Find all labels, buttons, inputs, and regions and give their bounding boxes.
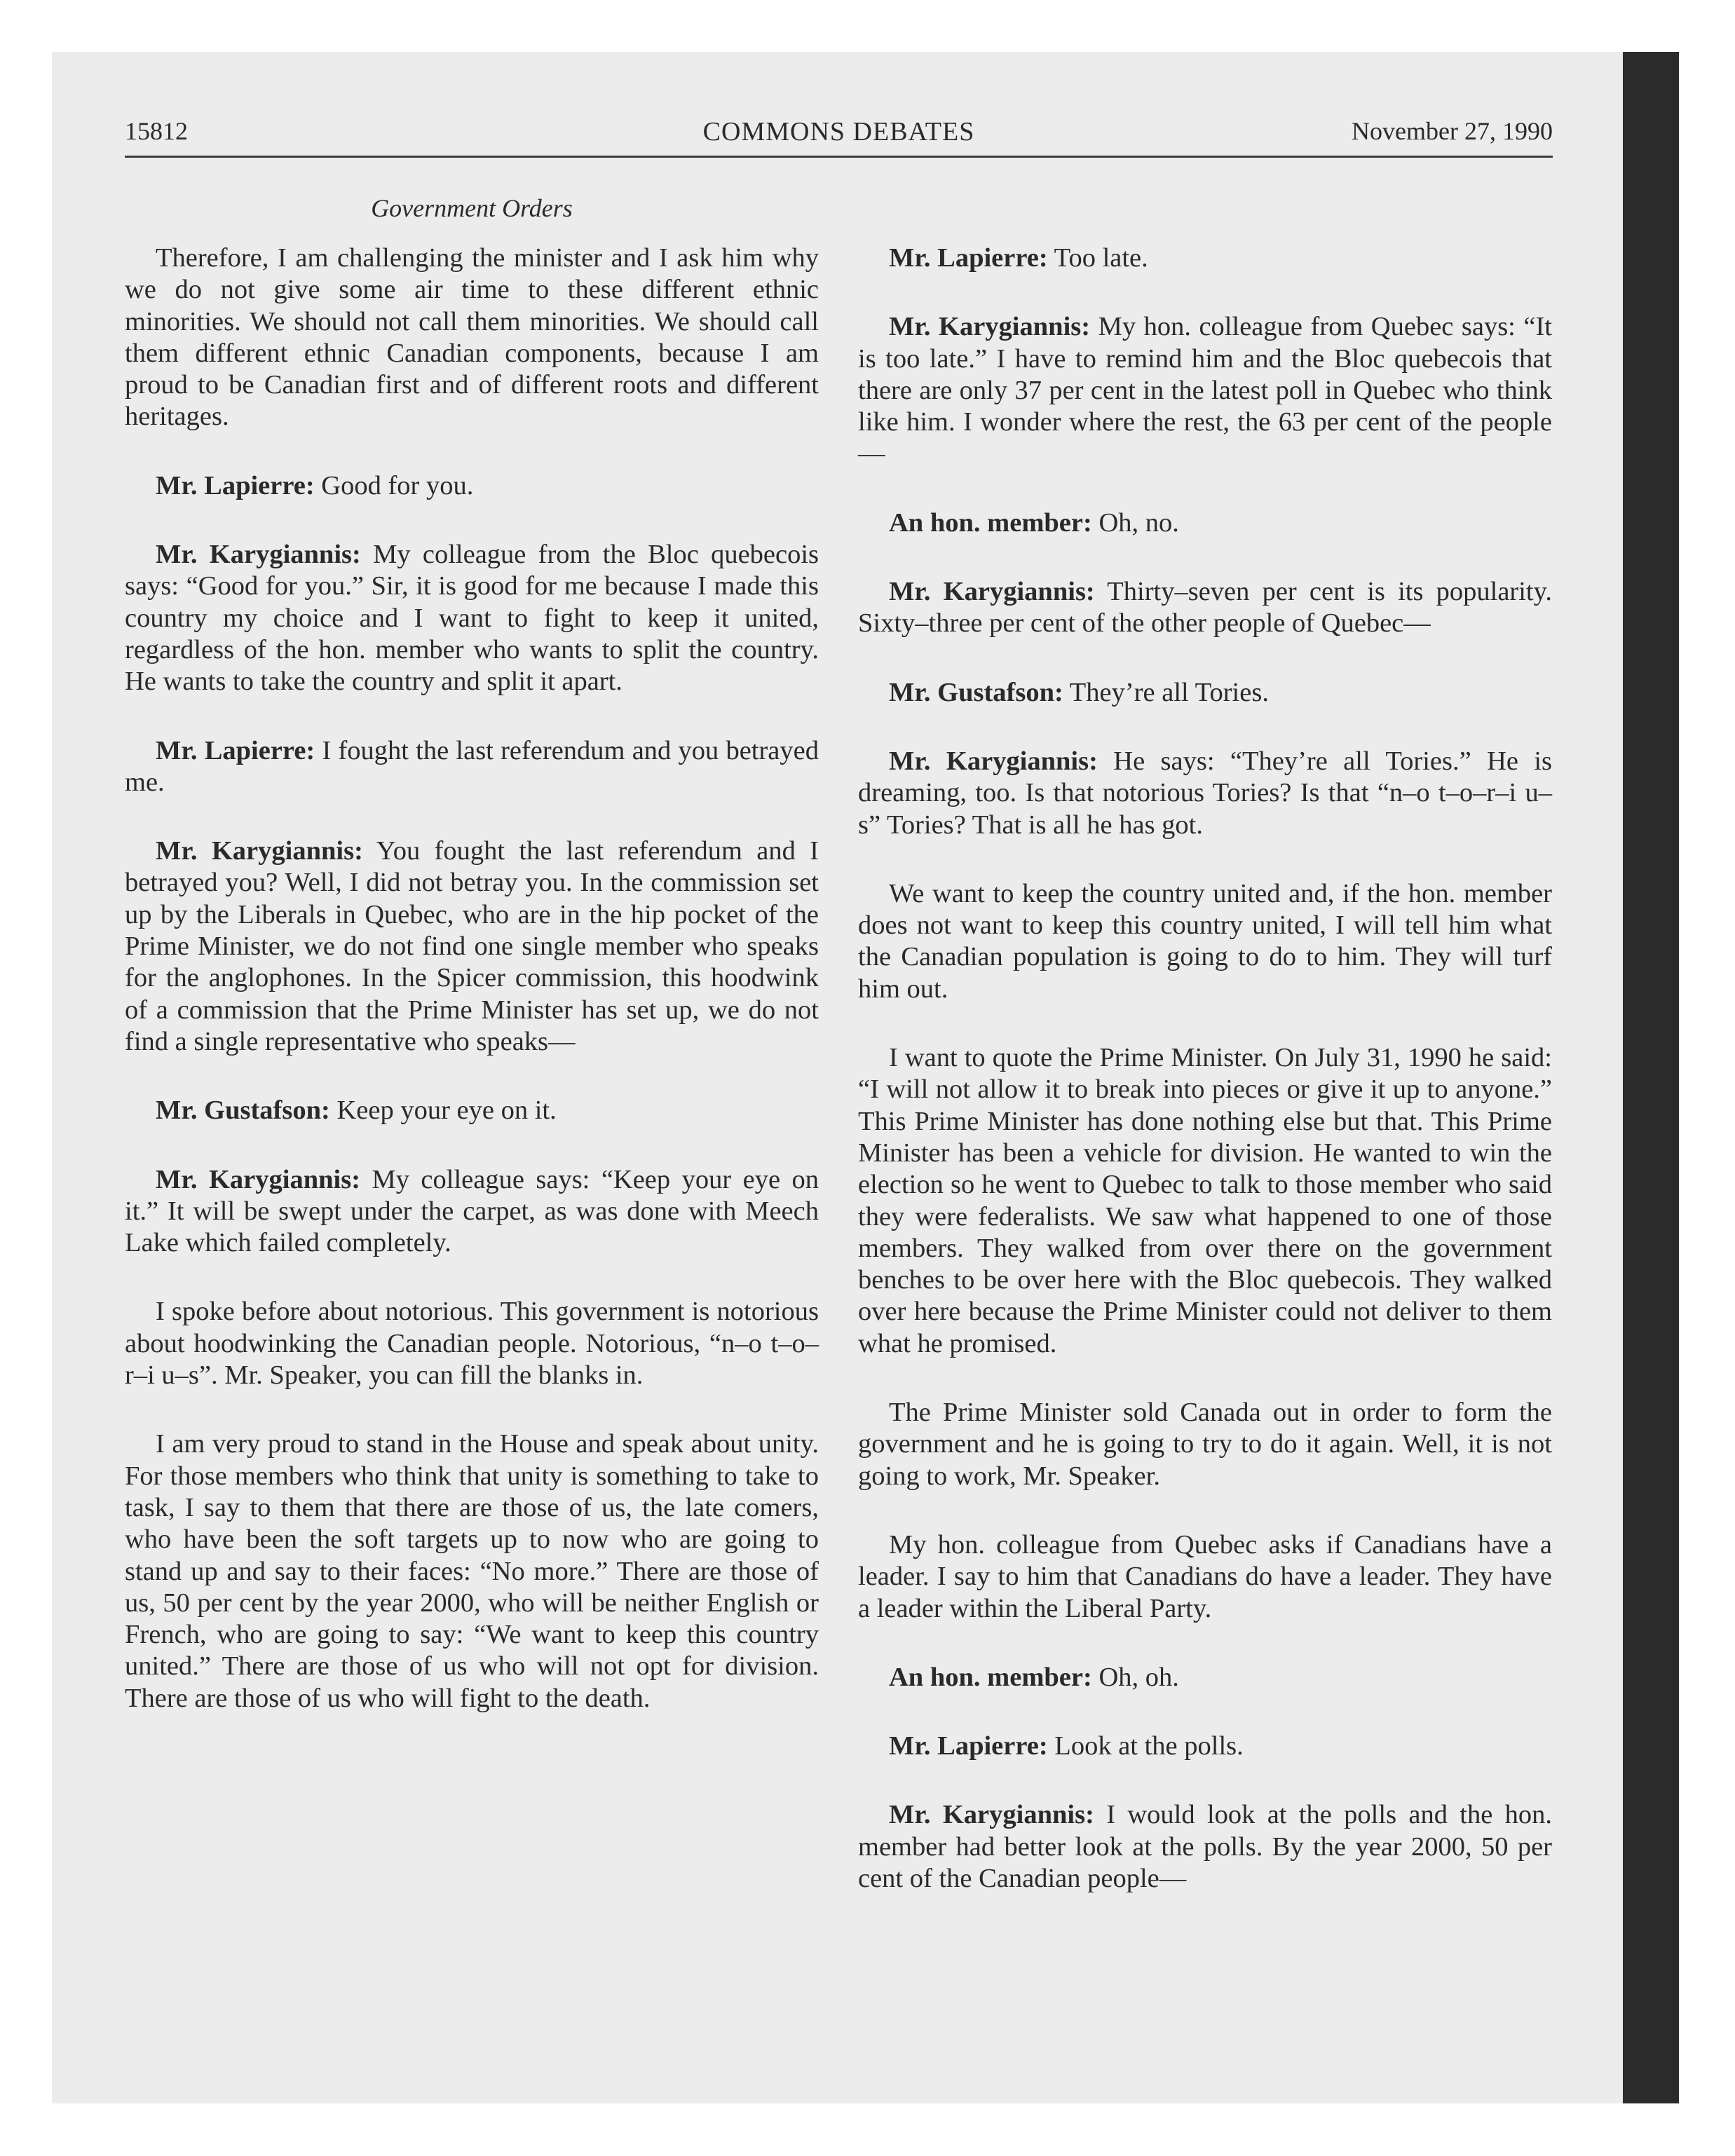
- paragraph-text: Oh, oh.: [1098, 1662, 1179, 1692]
- paragraph-text: My colleague from the Bloc quebecois says: “Good for you.” Sir, it is good for me because I made this country my choice and I want to fight to keep it united, regardless of the hon. member who wants to split the country. He wants to take the country and split it apart.: [125, 540, 819, 697]
- paragraph: [858, 1662, 1552, 1693]
- header-rule: [125, 156, 1553, 158]
- paragraph: [125, 1428, 819, 1714]
- speaker-name: Mr. Karygiannis:: [889, 746, 1098, 776]
- paragraph: [858, 243, 1552, 274]
- speaker-name: Mr. Lapierre:: [889, 243, 1048, 273]
- paragraph: [125, 1164, 819, 1260]
- speaker-name: Mr. Gustafson:: [889, 677, 1063, 707]
- paragraph-text: The Prime Minister sold Canada out in order to form the government and he is going to try to do it again. Well, it is not going to work, Mr. Speaker.: [858, 1398, 1552, 1491]
- speaker-name: Mr. Karygiannis:: [156, 540, 361, 570]
- paragraph-text: I would look at the polls and the hon. member had better look at the polls. By the year 2000, 50 per cent of the Canadian people—: [858, 1800, 1553, 1893]
- paragraph-text: My colleague says: “Keep your eye on it.” It will be swept under the carpet, as was done with Meech Lake which failed completely.: [125, 1164, 819, 1258]
- paragraph-text: I want to quote the Prime Minister. On July 31, 1990 he said: “I will not allow it to break into pieces or give it up to anyone.” This Prime Minister has done nothing else but that. This Prime Minister has been a vehicle for division. He wanted to win the election so he went to Quebec to talk to those member who said they were federalists. We saw what happened to one of those members. They walked from over there on the government benches to be over here with the Bloc quebecois. They walked over here because the Prime Minister could not deliver to them what he promised.: [858, 1043, 1552, 1358]
- paragraph: [858, 1397, 1552, 1492]
- paragraph: [125, 243, 819, 433]
- paragraph: [858, 507, 1552, 539]
- speaker-name: Mr. Karygiannis:: [889, 577, 1095, 607]
- speaker-name: Mr. Karygiannis:: [889, 1800, 1094, 1830]
- paragraph-text: We want to keep the country united and, if the hon. member does not want to keep this country united, I will tell him what the Canadian population is going to do to him. They will turf him out.: [858, 878, 1552, 1004]
- paragraph-text: My hon. colleague from Quebec says: “It is too late.” I have to remind him and the Bloc quebecois that there are only 37 per cent in the latest poll in Quebec who think like him. I wonder where the rest, the 63 per cent of the people—: [858, 312, 1552, 469]
- paragraph: [858, 311, 1552, 470]
- paragraph: [125, 735, 819, 799]
- paragraph-text: I am very proud to stand in the House and speak about unity. For those members who think that unity is something to take to task, I say to them that there are those of us, the late comers, who have been the soft targets up to now who are going to stand up and say to their faces: “No more.” There are those of us, 50 per cent by the year 2000, who will be neither English or French, who are going to say: “We want to keep this country united.” There are those of us who will not opt for division. There are those of us who will fight to the death.: [125, 1429, 819, 1713]
- journal-title: COMMONS DEBATES: [702, 117, 975, 146]
- paragraph: [125, 1095, 819, 1126]
- paragraph-text: Look at the polls.: [1054, 1731, 1244, 1761]
- paragraph-text: Therefore, I am challenging the minister and I ask him why we do not give some air time to these different ethnic minorities. We should not call them minorities. We should call them different ethnic Canadian components, because I am proud to be Canadian first and of different roots and different heritages.: [125, 243, 819, 432]
- paragraph: [858, 677, 1552, 709]
- speaker-name: An hon. member:: [889, 1662, 1092, 1692]
- speaker-name: Mr. Lapierre:: [156, 735, 315, 765]
- paragraph-text: Thirty–seven per cent is its popularity. Sixty–three per cent of the other people of Quebec—: [858, 577, 1552, 639]
- paragraph-text: I fought the last referendum and you betrayed me.: [125, 735, 819, 797]
- paragraph-text: Too late.: [1054, 243, 1148, 273]
- paragraph-text: He says: “They’re all Tories.” He is dreaming, too. Is that notorious Tories? Is that “n–o t–o–r–i u–s” Tories? That is all he has got.: [858, 746, 1552, 840]
- paragraph-text: I spoke before about notorious. This government is notorious about hoodwinking the Canadian people. Notorious, “n–o t–o–r–i u–s”. Mr. Speaker, you can fill the blanks in.: [125, 1297, 819, 1391]
- right-column: [858, 243, 1552, 1895]
- paragraph: [125, 539, 819, 697]
- paragraph: [125, 835, 819, 1058]
- paragraph: [858, 878, 1552, 1005]
- paragraph: [858, 746, 1552, 841]
- paragraph: [125, 470, 819, 502]
- speaker-name: Mr. Gustafson:: [156, 1096, 330, 1126]
- paragraph-text: My hon. colleague from Quebec asks if Canadians have a leader. I say to him that Canadians do have a leader. They have a leader within the Liberal Party.: [858, 1529, 1552, 1623]
- paragraph-text: They’re all Tories.: [1069, 677, 1269, 707]
- speaker-name: Mr. Karygiannis:: [889, 312, 1091, 342]
- paragraph: [858, 1799, 1552, 1895]
- page-header: [125, 116, 1553, 158]
- paragraph: [858, 1731, 1552, 1762]
- left-column: [125, 243, 819, 1714]
- speaker-name: An hon. member:: [889, 507, 1092, 538]
- paragraph: [858, 576, 1552, 640]
- paragraph-text: Oh, no.: [1098, 507, 1179, 538]
- speaker-name: Mr. Lapierre:: [889, 1731, 1048, 1761]
- scan-edge-shadow: [1623, 52, 1679, 2103]
- issue-date: November 27, 1990: [1352, 117, 1553, 145]
- paragraph: [858, 1042, 1552, 1360]
- paragraph-text: You fought the last referendum and I betrayed you? Well, I did not betray you. In the commission set up by the Liberals in Quebec, who are in the hip pocket of the Prime Minister, we do not find one single member who speaks for the anglophones. In the Spicer commission, this hoodwink of a commission that the Prime Minister has set up, we do not find a single representative who speaks—: [125, 836, 819, 1056]
- paragraph: [125, 1296, 819, 1391]
- speaker-name: Mr. Lapierre:: [156, 470, 315, 500]
- paragraph: [858, 1529, 1552, 1625]
- page-number: 15812: [125, 117, 188, 145]
- section-title: Government Orders: [371, 194, 573, 222]
- speaker-name: Mr. Karygiannis:: [156, 1164, 361, 1194]
- paragraph-text: Keep your eye on it.: [336, 1096, 557, 1126]
- speaker-name: Mr. Karygiannis:: [156, 836, 363, 866]
- paragraph-text: Good for you.: [321, 470, 474, 500]
